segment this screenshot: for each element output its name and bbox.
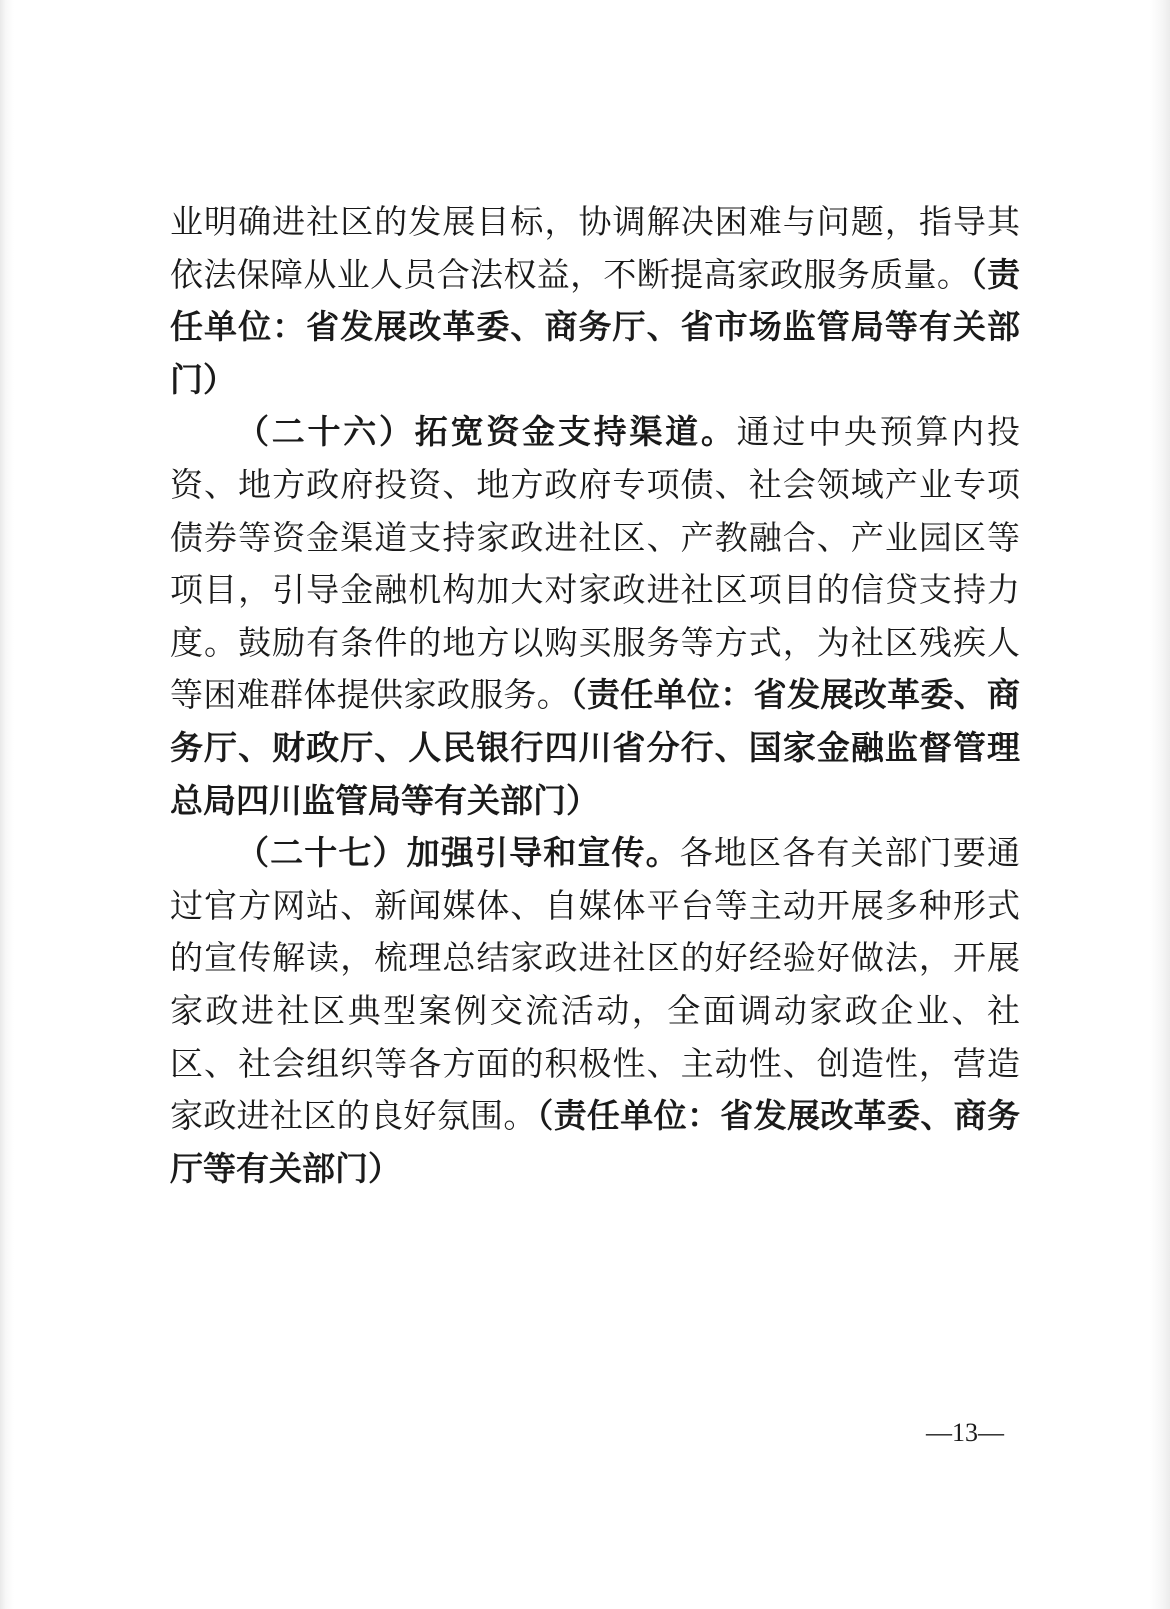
document-body <box>170 196 1020 1195</box>
section-heading: （二十六）拓宽资金支持渠道。 <box>236 412 737 452</box>
paragraph-continuation <box>170 196 1020 406</box>
section-heading: （二十七）加强引导和宣传。 <box>236 833 680 873</box>
responsibility-note: （责任单位：省发展改革委、商务厅、财政厅、人民银行四川省分行、国家金融监督管理总局四川监管局等有关部门） <box>170 675 1021 820</box>
paragraph-text: 通过中央预算内投资、地方政府投资、地方政府专项债、社会领域产业专项债券等资金渠道支持家政进社区、产教融合、产业园区等项目，引导金融机构加大对家政进社区项目的信贷支持力度。鼓励有条件的地方以购买服务等方式，为社区残疾人等困难群体提供家政服务。 <box>170 412 1021 715</box>
responsibility-note: （责任单位：省发展改革委、商务厅、省市场监管局等有关部门） <box>170 254 1021 399</box>
page-number: —13— <box>926 1418 1004 1447</box>
paragraph-text: 业明确进社区的发展目标，协调解决困难与问题，指导其依法保障从业人员合法权益，不断提高家政服务质量。 <box>170 202 1020 294</box>
paragraph-text: 各地区各有关部门要通过官方网站、新闻媒体、自媒体平台等主动开展多种形式的宣传解读，梳理总结家政进社区的好经验好做法，开展家政进社区典型案例交流活动，全面调动家政企业、社区、社会组织等各方面的积极性、主动性、创造性，营造家政进社区的良好氛围。 <box>170 833 1021 1136</box>
responsibility-note: （责任单位：省发展改革委、商务厅等有关部门） <box>170 1096 1021 1188</box>
paragraph-funding-channels <box>170 406 1020 827</box>
paragraph-guidance-publicity <box>170 827 1020 1195</box>
